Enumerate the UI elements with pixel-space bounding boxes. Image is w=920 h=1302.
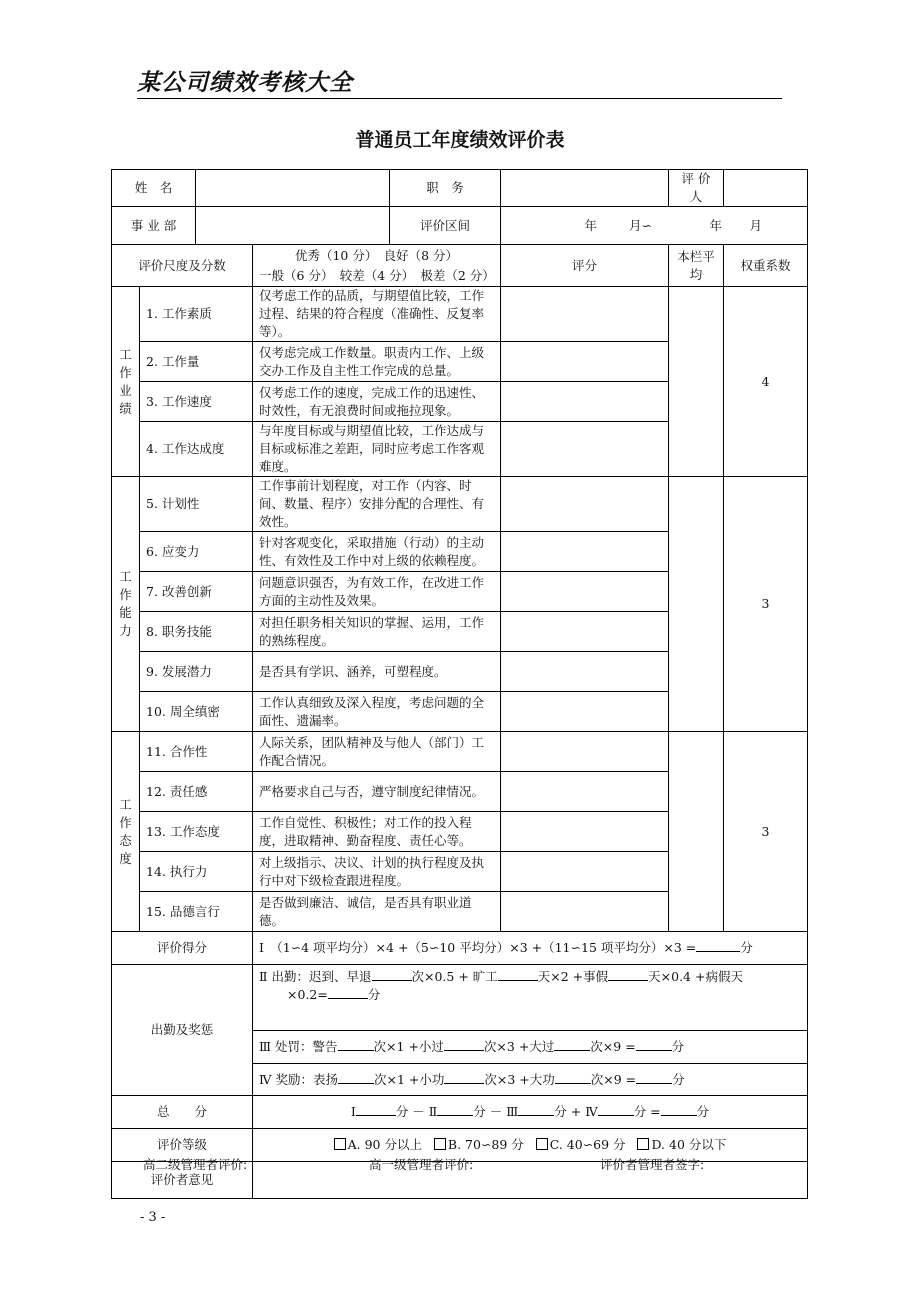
major-fault-blank[interactable] [554,1038,590,1051]
item-desc: 仅考虑完成工作数量。职责内工作、上级交办工作及自主性工作完成的总量。 [253,342,501,382]
score-unit: 分 [740,940,753,955]
total-p2: 分 － Ⅱ [395,1104,438,1119]
period-month2: 月 [749,217,763,233]
dept-field[interactable] [196,207,390,245]
scale-line-2: 一般（6 分） 较差（4 分） 极差（2 分） [259,267,495,283]
grade-label: 评价等级 [112,1129,253,1162]
item-desc: 仅考虑工作的品质，与期望值比较，工作过程、结果的符合程度（准确性、反复率等）。 [253,287,501,342]
grade-option-d[interactable]: D. 40 分以下 [637,1137,726,1152]
item-name: 13. 工作态度 [140,812,253,852]
score-label: 评价得分 [112,932,253,965]
item-score[interactable] [501,852,669,892]
name-label: 姓 名 [112,170,196,207]
grade-option-a[interactable]: A. 90 分以上 [334,1137,422,1152]
item-desc: 仅考虑工作的速度，完成工作的迅速性、时效性，有无浪费时间或拖拉现象。 [253,382,501,422]
reward-unit: 分 [672,1071,685,1087]
item-desc: 是否做到廉洁、诚信，是否具有职业道德。 [253,892,501,932]
reward-total-blank[interactable] [636,1071,672,1084]
attendance-text-d: ×0.2= [287,987,328,1002]
table-row [112,287,808,342]
item-name: 4. 工作达成度 [140,422,253,477]
item-desc: 对担任职务相关知识的掌握、运用，工作的熟练程度。 [253,612,501,652]
item-desc: 是否具有学识、涵养，可塑程度。 [253,652,501,692]
attendance-prefix: Ⅱ 出勤：迟到、早退 [259,969,372,984]
opinion-field[interactable] [253,1162,808,1199]
item-desc: 工作事前计划程度，对工作（内容、时间、数量、程序）安排分配的合理性、有效性。 [253,477,501,532]
item-name: 5. 计划性 [140,477,253,532]
evaluator-label: 评 价 人 [669,170,724,207]
item-name: 10. 周全缜密 [140,692,253,732]
total-result-blank[interactable] [661,1103,697,1116]
item-score[interactable] [501,772,669,812]
item-score[interactable] [501,612,669,652]
item-score[interactable] [501,422,669,477]
attendance-text-c: 天×0.4 +病假天 [648,969,743,984]
category-performance: 工 作 业 绩 [112,287,140,477]
item-name: 14. 执行力 [140,852,253,892]
category-ability: 工 作 能 力 [112,477,140,732]
item-desc: 严格要求自己与否，遵守制度纪律情况。 [253,772,501,812]
page-number: - 3 - [140,1210,166,1225]
attendance-text-b: 天×2 +事假 [537,969,609,984]
weight-cell: 3 [724,477,808,732]
score-total-blank[interactable] [696,939,740,952]
scale-description [253,245,501,287]
evaluation-form-table [111,169,808,1199]
item-name: 2. 工作量 [140,342,253,382]
score-formula-text: Ⅰ （1∽4 项平均分）×4 +（5∽10 平均分）×3 +（11∽15 项平均分）×3 = [259,940,697,955]
penalty-line [253,1031,808,1064]
item-score[interactable] [501,572,669,612]
table-row [112,732,808,772]
item-desc: 与年度目标或与期望值比较，工作达成与目标或标准之差距，同时应考虑工作客观难度。 [253,422,501,477]
penalty-prefix: Ⅲ 处罚：警告 [259,1039,338,1054]
attendance-label: 出勤及奖惩 [112,965,253,1096]
total-i-blank[interactable] [356,1103,396,1116]
item-score[interactable] [501,812,669,852]
item-score[interactable] [501,342,669,382]
evaluator-field[interactable] [724,170,808,207]
scale-line-1: 优秀（10 分） 良好（8 分） [294,247,459,263]
item-name: 6. 应变力 [140,532,253,572]
attendance-text-a: 次×0.5 + 旷工 [411,969,498,984]
avg-cell[interactable] [669,477,724,732]
total-p3: 分 － Ⅲ [473,1104,519,1119]
reward-text-b: 次×3 +大功 [484,1071,555,1087]
grade-options [253,1129,808,1162]
penalty-unit: 分 [671,1039,685,1054]
minor-merit-blank[interactable] [444,1071,484,1084]
minor-fault-blank[interactable] [444,1038,484,1051]
attendance-line [253,965,808,1031]
major-merit-blank[interactable] [555,1071,591,1084]
absent-blank[interactable] [498,968,538,981]
checkbox-icon [536,1138,548,1150]
score-header: 评分 [501,245,669,287]
grade-option-b[interactable]: B. 70∽89 分 [434,1137,524,1152]
checkbox-icon [334,1138,346,1150]
header-title: 某公司绩效考核大全 [137,70,353,96]
item-name: 15. 品德言行 [140,892,253,932]
item-name: 1. 工作素质 [140,287,253,342]
header-rule [137,98,782,99]
total-iv-blank[interactable] [598,1103,634,1116]
item-name: 7. 改善创新 [140,572,253,612]
weight-cell: 4 [724,287,808,477]
total-p4: 分 + Ⅳ [554,1104,598,1119]
item-score[interactable] [501,732,669,772]
item-desc: 问题意识强否，为有效工作，在改进工作方面的主动性及效果。 [253,572,501,612]
scale-label: 评价尺度及分数 [112,245,253,287]
item-name: 3. 工作速度 [140,382,253,422]
avg-cell[interactable] [669,287,724,477]
position-field[interactable] [501,170,669,207]
sick-leave-blank[interactable] [328,986,368,999]
total-label: 总 分 [112,1096,253,1129]
checkbox-icon [434,1138,446,1150]
reward-prefix: Ⅳ 奖励：表扬 [259,1071,338,1087]
penalty-total-blank[interactable] [636,1038,672,1051]
item-name: 9. 发展潜力 [140,652,253,692]
late-blank[interactable] [372,968,412,981]
item-score[interactable] [501,287,669,342]
table-row [112,477,808,532]
opinion-label: 评价者意见 [112,1162,253,1199]
item-score[interactable] [501,892,669,932]
dept-label: 事 业 部 [112,207,196,245]
weight-cell: 3 [724,732,808,932]
total-formula [253,1096,808,1129]
senior1-signature: 高一级管理者评价: [369,1157,474,1172]
item-score[interactable] [501,692,669,732]
grade-option-c[interactable]: C. 40∽69 分 [536,1137,626,1152]
item-score[interactable] [501,652,669,692]
praise-blank[interactable] [338,1071,374,1084]
total-p6: 分 [696,1104,710,1119]
item-score[interactable] [501,382,669,422]
avg-header: 本栏平均 [669,245,724,287]
penalty-text-b: 次×3 +大过 [483,1039,555,1054]
reward-text-a: 次×1 +小功 [373,1071,445,1087]
personal-leave-blank[interactable] [608,968,648,981]
reward-text-c: 次×9 = [590,1071,637,1087]
item-score[interactable] [501,532,669,572]
period-year1: 年 [584,217,598,233]
checkbox-icon [637,1138,649,1150]
attendance-unit: 分 [367,987,381,1002]
category-attitude: 工 作 态 度 [112,732,140,932]
document-title: 普通员工年度绩效评价表 [355,129,565,151]
item-name: 11. 合作性 [140,732,253,772]
item-desc: 工作自觉性、积极性；对工作的投入程度，进取精神、勤奋程度、责任心等。 [253,812,501,852]
name-field[interactable] [196,170,390,207]
avg-cell[interactable] [669,732,724,932]
score-formula [253,932,808,965]
period-field[interactable] [501,207,808,245]
total-p5: 分 = [633,1104,661,1119]
total-ii-blank[interactable] [437,1103,473,1116]
weight-header: 权重系数 [724,245,808,287]
penalty-text-c: 次×9 = [590,1039,636,1054]
total-p1: Ⅰ [350,1104,356,1119]
item-desc: 工作认真细致及深入程度，考虑问题的全面性、遗漏率。 [253,692,501,732]
senior2-signature: 高二级管理者评价: [143,1157,248,1172]
item-score[interactable] [501,477,669,532]
warning-blank[interactable] [338,1038,374,1051]
item-desc: 人际关系，团队精神及与他人（部门）工作配合情况。 [253,732,501,772]
item-name: 8. 职务技能 [140,612,253,652]
period-label: 评价区间 [390,207,501,245]
total-iii-blank[interactable] [518,1103,554,1116]
period-month1: 月∽ [629,217,653,233]
evaluator-signature: 评价者管理者签字: [600,1157,705,1172]
item-desc: 针对客观变化，采取措施（行动）的主动性、有效性及工作中对上级的依赖程度。 [253,532,501,572]
reward-line [253,1064,808,1096]
item-name: 12. 责任感 [140,772,253,812]
position-label: 职 务 [390,170,501,207]
item-desc: 对上级指示、决议、计划的执行程度及执行中对下级检查跟进程度。 [253,852,501,892]
penalty-text-a: 次×1 +小过 [373,1039,444,1054]
period-year2: 年 [709,217,723,233]
